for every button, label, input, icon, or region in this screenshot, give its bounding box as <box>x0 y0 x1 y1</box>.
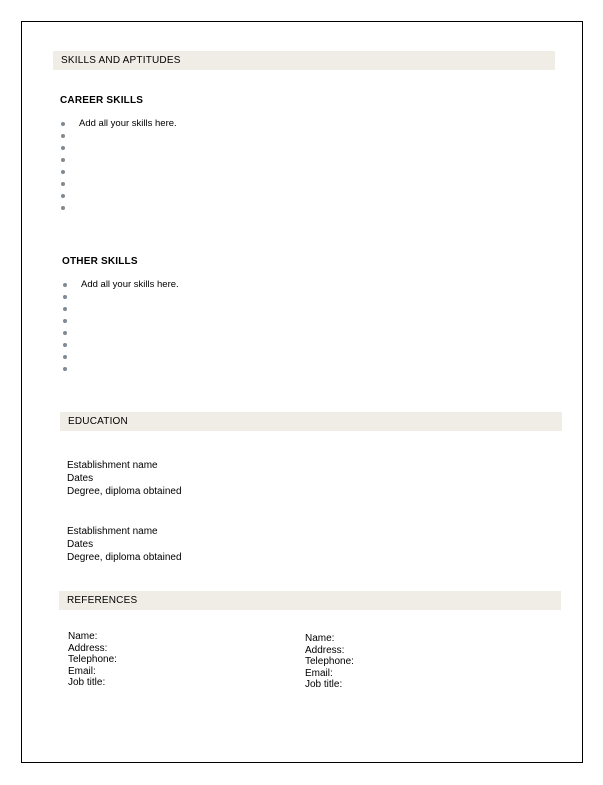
list-item: Add all your skills here. <box>63 279 363 291</box>
establishment-name: Establishment name <box>67 526 158 537</box>
reference-address: Address: <box>68 642 108 654</box>
bullet-icon <box>61 134 65 138</box>
bullet-icon <box>61 122 65 126</box>
resume-page <box>21 21 583 763</box>
list-item <box>61 166 361 178</box>
reference-name: Name: <box>68 631 98 642</box>
bullet-icon <box>63 367 67 371</box>
reference-address: Address: <box>305 644 345 656</box>
career-skills-list <box>61 118 361 214</box>
bullet-icon <box>63 343 67 347</box>
list-item <box>61 130 361 142</box>
list-item <box>63 303 363 315</box>
list-item <box>61 142 361 154</box>
establishment-name: Establishment name <box>67 460 158 471</box>
list-item <box>61 190 361 202</box>
degree-obtained: Degree, diploma obtained <box>67 486 182 497</box>
list-item <box>63 351 363 363</box>
list-item <box>63 315 363 327</box>
bullet-icon <box>63 307 67 311</box>
list-item <box>63 291 363 303</box>
degree-obtained: Degree, diploma obtained <box>67 552 182 563</box>
other-skills-list <box>63 279 363 375</box>
bullet-icon <box>63 319 67 323</box>
education-entry <box>67 459 182 498</box>
education-entry <box>67 525 182 564</box>
career-skills-heading: CAREER SKILLS <box>60 95 144 106</box>
references-section-header <box>59 591 561 610</box>
bullet-icon <box>63 283 67 287</box>
bullet-icon <box>63 355 67 359</box>
list-item <box>61 178 361 190</box>
reference-telephone: Telephone: <box>305 656 354 667</box>
list-item: Add all your skills here. <box>61 118 361 130</box>
bullet-icon <box>61 170 65 174</box>
skills-section-title: SKILLS AND APTITUDES <box>61 55 181 66</box>
list-item <box>63 363 363 375</box>
bullet-icon <box>61 158 65 162</box>
list-item <box>63 339 363 351</box>
reference-entry <box>305 633 354 691</box>
reference-job-title: Job title: <box>305 679 343 690</box>
bullet-icon <box>61 206 65 210</box>
reference-name: Name: <box>305 633 335 644</box>
reference-telephone: Telephone: <box>68 654 117 665</box>
bullet-icon <box>61 182 65 186</box>
list-item <box>63 327 363 339</box>
bullet-icon <box>63 295 67 299</box>
list-item <box>61 202 361 214</box>
education-dates: Dates <box>67 539 94 550</box>
bullet-icon <box>61 146 65 150</box>
reference-entry <box>68 631 117 689</box>
reference-job-title: Job title: <box>68 677 106 688</box>
list-item <box>61 154 361 166</box>
other-skills-heading: OTHER SKILLS <box>62 256 138 267</box>
references-section-title: REFERENCES <box>67 595 138 606</box>
bullet-icon <box>61 194 65 198</box>
education-section-header <box>60 412 562 431</box>
education-dates: Dates <box>67 473 94 484</box>
education-section-title: EDUCATION <box>68 416 128 427</box>
reference-email: Email: <box>68 665 96 677</box>
skills-section-header <box>53 51 555 70</box>
bullet-icon <box>63 331 67 335</box>
reference-email: Email: <box>305 667 333 679</box>
